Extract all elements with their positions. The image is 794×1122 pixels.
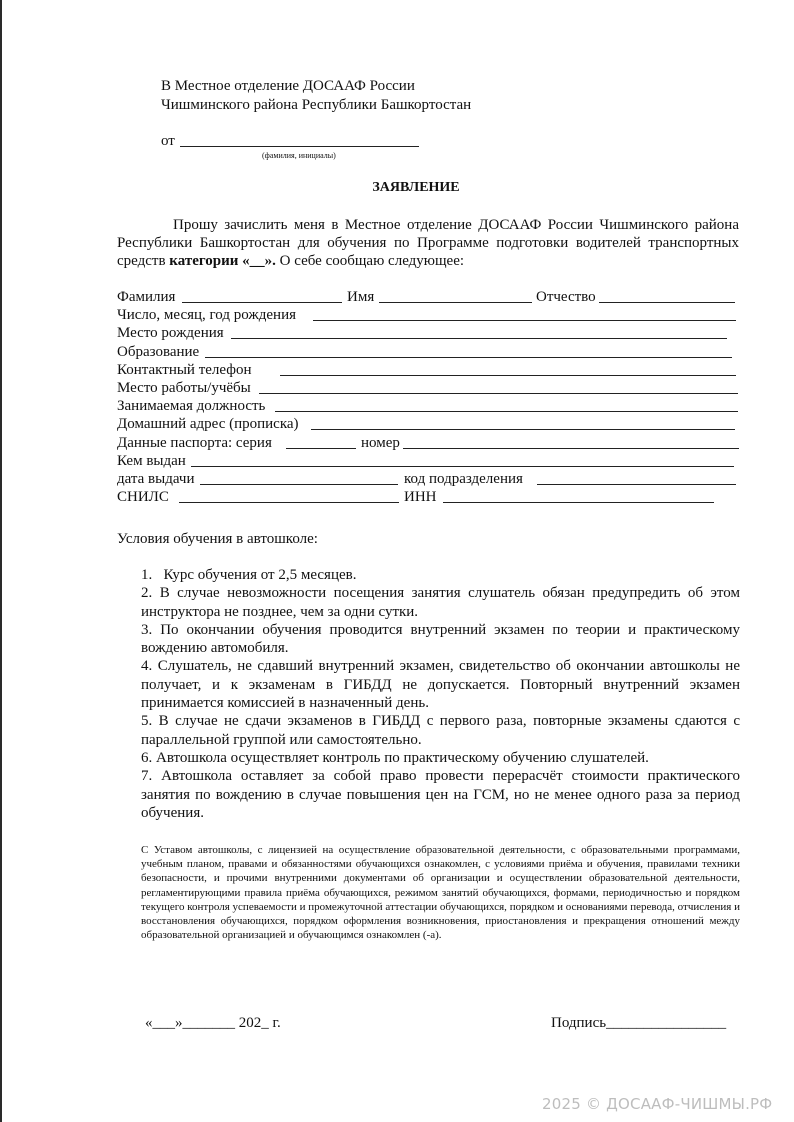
condition-item: 7. Автошкола оставляет за собой право провести перерасчёт стоимости практического занятия по вождению в случае повышения цен на ГСМ, но не менее одного раза за период обучения. — [141, 768, 740, 821]
birthdate-field[interactable] — [313, 320, 736, 321]
birthplace-label: Место рождения — [117, 325, 224, 342]
conditions-list — [141, 566, 740, 822]
acknowledgement-paragraph: С Уставом автошколы, с лицензией на осуществление образовательной деятельности, с образовательными программами, учебным планом, правами и обязанностями обучающихся ознакомлен, с условиями приёма и обучения, правилами техники безопасности, и прочими внутренними документами об организации и осуществлении образовательной деятельности, регламентирующими правила приёма обучающихся, режимом занятий обучающихся, формами, периодичностью и порядком текущего контроля успеваемости и промежуточной аттестации обучающихся, порядком и основаниями перевода, отчисления и восстановления обучающихся, порядком оформления возникновения, приостановления и прекращения отношений между образовательной организацией и обучающимся ознакомлен (-а). — [141, 844, 740, 942]
from-hint: (фамилия, инициалы) — [262, 151, 336, 160]
issue-date-field[interactable] — [200, 484, 398, 485]
name-label: Имя — [347, 289, 375, 305]
conditions-title: Условия обучения в автошколе: — [117, 531, 318, 547]
passport-number-field[interactable] — [403, 448, 739, 449]
intro-category: категории «__». — [169, 253, 276, 269]
work-field[interactable] — [259, 393, 738, 394]
address-field[interactable] — [311, 429, 735, 430]
recipient-block — [161, 77, 471, 115]
issue-date-label: дата выдачи — [117, 470, 195, 487]
form-row-work — [117, 379, 742, 397]
form-row-snils-inn — [117, 488, 742, 506]
passport-number-label: номер — [361, 434, 400, 451]
passport-series-field[interactable] — [286, 448, 356, 449]
from-label: от — [161, 133, 175, 149]
condition-item: 4. Слушатель, не сдавший внутренний экзамен, свидетельство об окончании автошколы не получает, и к экзаменам в ГИБДД не допускается. Повторный внутренний экзамен принимается комиссией в назначенный день. — [141, 658, 740, 712]
form-row-passport — [117, 434, 742, 452]
form-row-phone — [117, 361, 742, 379]
footer-copyright: 2025 © ДОСААФ-ЧИШМЫ.РФ — [542, 1095, 773, 1113]
condition-item: 6. Автошкола осуществляет контроль по практическому обучению слушателей. — [141, 749, 649, 766]
recipient-line-1: В Местное отделение ДОСААФ России — [161, 78, 415, 94]
date-field[interactable]: «___»_______ 202_ г. — [145, 1015, 281, 1031]
position-field[interactable] — [275, 411, 738, 412]
phone-field[interactable] — [280, 375, 736, 376]
form-row-address — [117, 415, 742, 433]
intro-text-after: О себе сообщаю следующее: — [275, 253, 465, 269]
form-row-education — [117, 343, 742, 361]
from-field — [161, 133, 175, 150]
recipient-line-2: Чишминского района Республики Башкортостан — [161, 97, 472, 113]
condition-item: 1. Курс обучения от 2,5 месяцев. — [141, 567, 357, 583]
division-code-label: код подразделения — [404, 470, 523, 487]
condition-item: 2. В случае невозможности посещения занятия слушатель обязан предупредить об этом инструктора не позднее, чем за одни сутки. — [141, 585, 740, 620]
form-row-issue-date — [117, 470, 742, 488]
snils-field[interactable] — [179, 502, 399, 503]
surname-field[interactable] — [182, 302, 342, 303]
work-label: Место работы/учёбы — [117, 379, 251, 396]
inn-label: ИНН — [404, 489, 437, 506]
patronymic-field[interactable] — [599, 302, 735, 303]
document-title: ЗАЯВЛЕНИЕ — [372, 180, 460, 195]
applicant-form — [117, 288, 742, 506]
condition-item: 3. По окончании обучения проводится внутренний экзамен по теории и практическому вождению автомобиля. — [141, 621, 740, 657]
condition-item: 5. В случае не сдачи экзаменов в ГИБДД с первого раза, повторные экзамены сдаются с параллельной группой или самостоятельно. — [141, 713, 740, 748]
intro-text-before: Прошу зачислить меня в Местное отделение ДОСААФ России Чишминского района Республики Башкортостан для обучения по Программе подготовки водителей транспортных средств — [117, 217, 739, 269]
inn-field[interactable] — [443, 502, 714, 503]
patronymic-label: Отчество — [536, 289, 596, 305]
birthplace-field[interactable] — [231, 338, 727, 339]
address-label: Домашний адрес (прописка) — [117, 416, 299, 433]
passport-series-label: Данные паспорта: серия — [117, 434, 272, 451]
form-row-birthplace — [117, 324, 742, 342]
education-label: Образование — [117, 343, 200, 360]
signature-field[interactable]: Подпись________________ — [551, 1015, 727, 1031]
name-field[interactable] — [379, 302, 532, 303]
form-row-issued-by — [117, 452, 742, 470]
form-row-names — [117, 288, 742, 306]
birthdate-label: Число, месяц, год рождения — [117, 307, 296, 324]
intro-paragraph — [117, 216, 739, 270]
issued-by-field[interactable] — [191, 466, 734, 467]
issued-by-label: Кем выдан — [117, 452, 186, 469]
snils-label: СНИЛС — [117, 489, 169, 506]
document-title-wrap — [2, 180, 794, 196]
form-row-birthdate — [117, 306, 742, 324]
division-code-field[interactable] — [537, 484, 736, 485]
form-row-position — [117, 397, 742, 415]
phone-label: Контактный телефон — [117, 361, 252, 378]
surname-label: Фамилия — [117, 289, 176, 305]
position-label: Занимаемая должность — [117, 398, 266, 415]
education-field[interactable] — [205, 357, 732, 358]
from-input-line[interactable] — [180, 146, 419, 147]
